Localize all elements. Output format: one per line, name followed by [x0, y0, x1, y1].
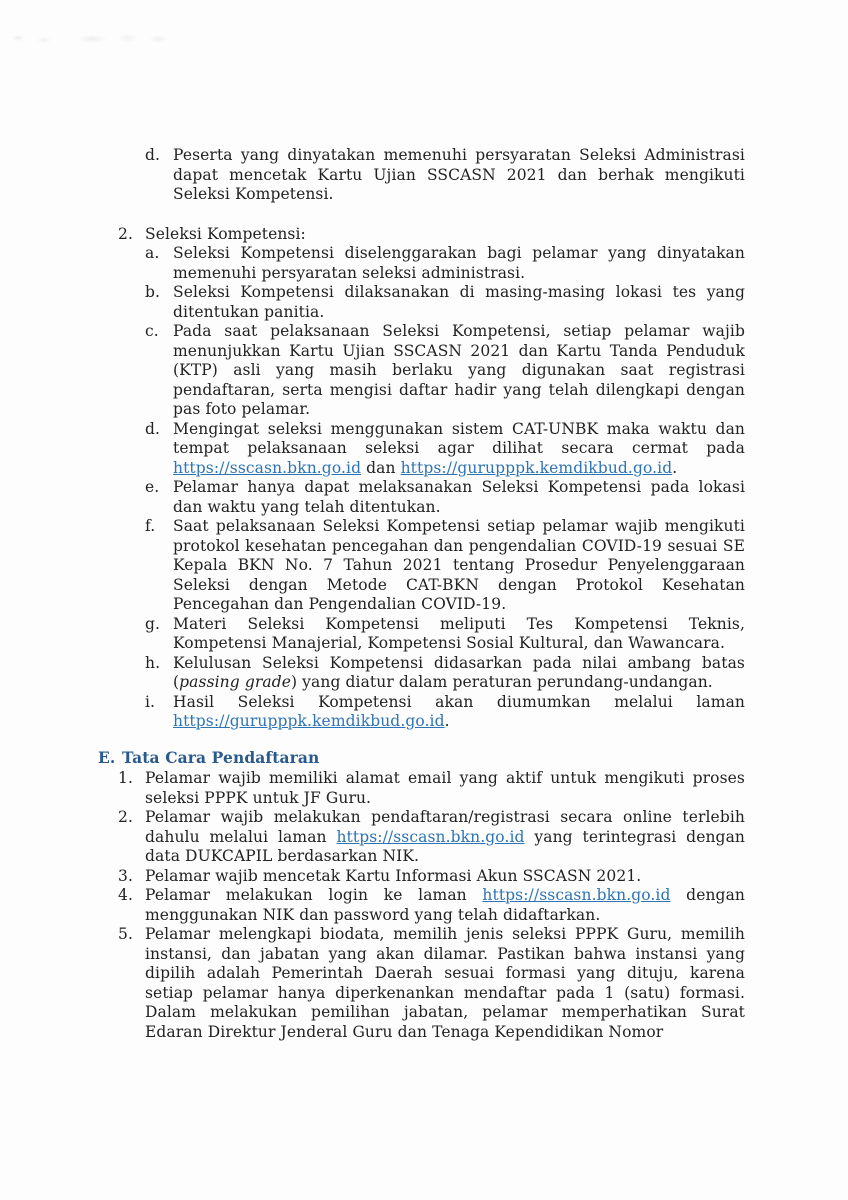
text-run: yang terintegrasi dengan data DUKCAPIL berdasarkan NIK.	[145, 827, 745, 865]
text-run: .	[672, 458, 678, 477]
list-marker: 1.	[118, 769, 133, 787]
text-run: Pelamar melakukan login ke laman	[145, 886, 483, 904]
sub-item-a	[145, 244, 745, 283]
list-marker: h.	[145, 653, 161, 672]
text-run: Hasil Seleksi Kompetensi akan diumumkan melalui laman	[173, 692, 745, 711]
list-marker: 2.	[118, 808, 133, 826]
document-content	[98, 146, 745, 1042]
sub-item-c	[145, 322, 745, 420]
scan-artifact	[6, 22, 196, 52]
section2-title: Seleksi Kompetensi:	[145, 224, 306, 243]
paragraph	[145, 925, 745, 1042]
paragraph	[173, 244, 745, 283]
list-marker: d.	[145, 419, 161, 438]
paragraph	[173, 146, 745, 205]
sub-item-e	[145, 478, 745, 517]
list-marker: 5.	[118, 925, 133, 943]
list-marker: e.	[145, 478, 160, 496]
text-run: Kelulusan Seleksi Kompetensi didasarkan pada nilai ambang batas (	[173, 653, 745, 691]
hyperlink[interactable]: https://sscasn.bkn.go.id	[482, 886, 671, 904]
paragraph	[173, 478, 745, 517]
text-run: Materi Seleksi Kompetensi meliputi Tes Kompetensi Teknis, Kompetensi Manajerial, Kompetensi Sosial Kultural, dan Wawancara.	[173, 614, 745, 652]
hyperlink[interactable]: https://sscasn.bkn.go.id	[173, 458, 362, 477]
paragraph	[173, 615, 745, 654]
list-item-2	[118, 225, 745, 732]
paragraph	[173, 693, 745, 732]
paragraph	[173, 654, 745, 693]
hyperlink[interactable]: https://gurupppk.kemdikbud.go.id	[173, 712, 445, 730]
paragraph	[145, 867, 745, 887]
list-item-4	[118, 886, 745, 925]
heading-title: Tata Cara Pendaftaran	[122, 747, 320, 767]
sub-item-d	[145, 420, 745, 479]
paragraph	[145, 769, 745, 808]
hyperlink[interactable]: https://gurupppk.kemdikbud.go.id	[400, 458, 673, 477]
sub-item-h	[145, 654, 745, 693]
list-item-2e	[118, 808, 745, 867]
text-run: Seleksi Kompetensi dilaksanakan di masing-masing lokasi tes yang ditentukan panitia.	[173, 283, 745, 321]
list-marker: b.	[145, 283, 161, 301]
list-marker: d.	[145, 146, 161, 164]
italic-text: passing grade	[179, 673, 291, 691]
text-run: dan	[361, 458, 401, 477]
text-run: ) yang diatur dalam peraturan perundang-undangan.	[291, 673, 713, 691]
paragraph	[173, 322, 745, 420]
sub-item-f	[145, 517, 745, 615]
text-run: Pelamar hanya dapat melaksanakan Seleksi Kompetensi pada lokasi dan waktu yang telah ditentukan.	[173, 478, 745, 516]
sub-item-g	[145, 615, 745, 654]
list-marker: g.	[145, 614, 161, 633]
paragraph	[145, 808, 745, 867]
paragraph	[145, 886, 745, 925]
list-item-d-orphan	[145, 146, 745, 205]
text-run: Seleksi Kompetensi diselenggarakan bagi pelamar yang dinyatakan memenuhi persyaratan seleksi administrasi.	[173, 244, 745, 282]
text-run: Pada saat pelaksanaan Seleksi Kompetensi, setiap pelamar wajib menunjukkan Kartu Ujian SSCASN 2021 dan Kartu Tanda Penduduk (KTP) asli yang masih berlaku yang digunakan saat registrasi pendaftaran, serta mengisi daftar hadir yang telah dilengkapi dengan pas foto pelamar.	[173, 322, 745, 418]
text-run: Peserta yang dinyatakan memenuhi persyaratan Seleksi Administrasi dapat mencetak Kartu Ujian SSCASN 2021 dan berhak mengikuti Seleksi Kompetensi.	[173, 146, 745, 203]
list-marker: i.	[145, 692, 156, 711]
text-run: Saat pelaksanaan Seleksi Kompetensi setiap pelamar wajib mengikuti protokol kesehatan pencegahan dan pengendalian COVID-19 sesuai SE Kepala BKN No. 7 Tahun 2021 tentang Prosedur Penyelenggaraan Seleksi dengan Metode CAT-BKN dengan Protokol Kesehatan Pencegahan dan Pengendalian COVID-19.	[173, 517, 745, 613]
sub-item-i	[145, 693, 745, 732]
list-item-1	[118, 769, 745, 808]
list-marker: a.	[145, 244, 160, 262]
list-marker: 2.	[118, 224, 133, 243]
paragraph	[173, 283, 745, 322]
list-item-5	[118, 925, 745, 1042]
text-run: dengan menggunakan NIK dan password yang telah didaftarkan.	[145, 886, 745, 924]
sub-item-b	[145, 283, 745, 322]
text-run: Mengingat seleksi menggunakan sistem CAT-UNBK maka waktu dan tempat pelaksanaan seleksi agar dilihat secara cermat pada	[173, 419, 745, 457]
text-run: Pelamar wajib melakukan pendaftaran/registrasi secara online terlebih dahulu melalui laman	[145, 808, 745, 846]
list-marker: c.	[145, 322, 159, 340]
text-run: Pelamar melengkapi biodata, memilih jenis seleksi PPPK Guru, memilih instansi, dan jabatan yang akan dilamar. Pastikan bahwa instansi yang dipilih adalah Pemerintah Daerah sesuai formasi yang dituju, karena setiap pelamar hanya diperkenankan mendaftar pada 1 (satu) formasi. Dalam melakukan pemilihan jabatan, pelamar memperhatikan Surat Edaran Direktur Jenderal Guru dan Tenaga Kependidikan Nomor	[145, 925, 745, 1041]
text-run: Pelamar wajib mencetak Kartu Informasi Akun SSCASN 2021.	[145, 866, 642, 885]
list-marker: 4.	[118, 886, 133, 904]
sectionE-heading	[98, 748, 745, 768]
hyperlink[interactable]: https://sscasn.bkn.go.id	[336, 827, 525, 846]
paragraph	[173, 420, 745, 479]
heading-marker: E.	[98, 747, 116, 767]
text-run: Pelamar wajib memiliki alamat email yang aktif untuk mengikuti proses seleksi PPPK untuk JF Guru.	[145, 769, 745, 807]
list-marker: 3.	[118, 866, 133, 885]
list-item-3	[118, 867, 745, 887]
text-run: .	[444, 712, 450, 730]
list-marker: f.	[145, 517, 156, 535]
paragraph	[173, 517, 745, 615]
